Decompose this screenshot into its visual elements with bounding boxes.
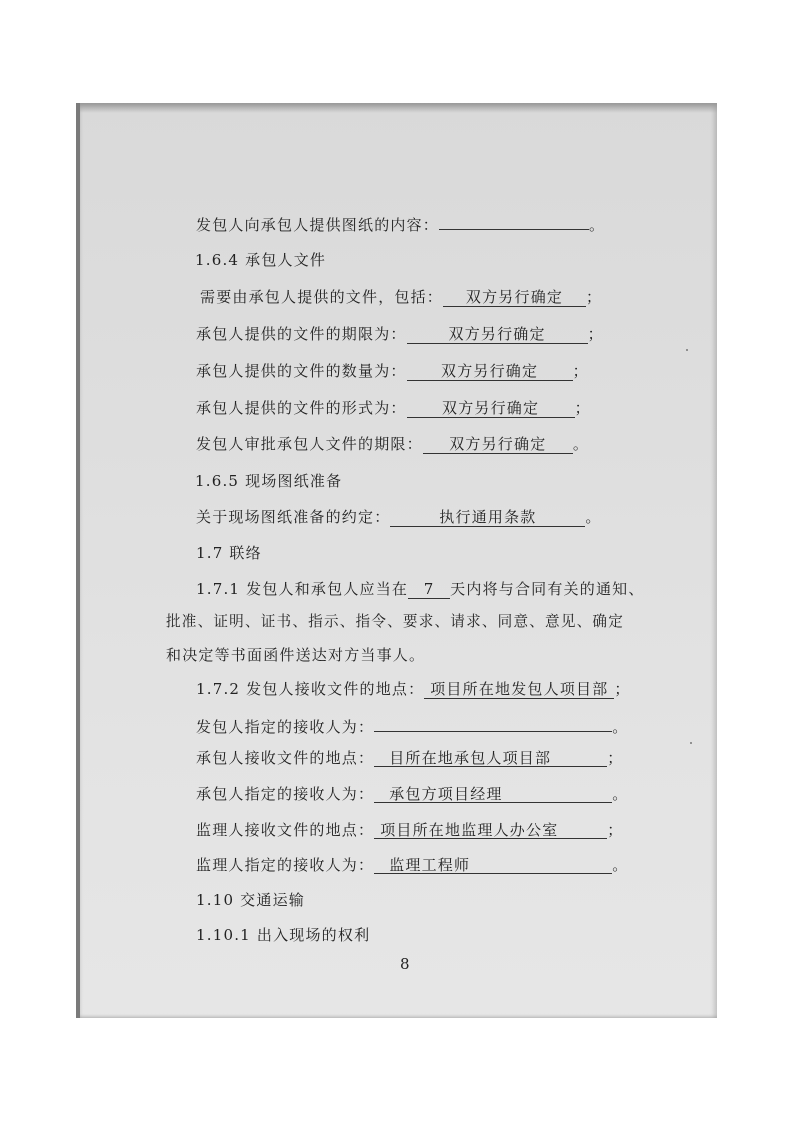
notice-period-line (196, 579, 645, 599)
punctuation: ； (574, 399, 591, 417)
approval-deadline-line (196, 434, 589, 454)
contractor-address-field: 目所在地承包人项目部 (374, 749, 607, 767)
drawing-content-field (439, 211, 589, 230)
employer-recipient-field (374, 713, 612, 732)
site-drawing-line (196, 507, 602, 527)
contractor-documents-line (200, 287, 602, 307)
heading-text: 1.7 联络 (196, 544, 262, 562)
page-number: 8 (400, 955, 410, 973)
body-text-line (166, 612, 624, 632)
employer-address-label: 1.7.2 发包人接收文件的地点： (196, 680, 425, 698)
section-heading-1-10-1 (196, 925, 370, 945)
contractor-recipient-field: 承包方项目经理 (374, 785, 612, 803)
document-form-line (196, 398, 591, 418)
notice-days-field: 7 (408, 580, 450, 599)
supervisor-address-line (196, 820, 623, 840)
punctuation: ； (586, 288, 603, 306)
document-deadline-label: 承包人提供的文件的期限为： (196, 325, 407, 343)
punctuation: ； (607, 821, 624, 839)
body-text: 批准、证明、证书、指示、指令、要求、请求、同意、意见、确定 (166, 613, 625, 630)
section-heading-1-6-4 (195, 250, 326, 270)
section-heading-1-7 (196, 543, 262, 563)
contractor-recipient-line (196, 784, 628, 804)
punctuation: 。 (612, 718, 629, 736)
punctuation: 。 (589, 216, 606, 234)
document-quantity-label: 承包人提供的文件的数量为： (196, 362, 407, 380)
document-form-field: 双方另行确定 (407, 399, 575, 418)
approval-deadline-label: 发包人审批承包人文件的期限： (196, 435, 423, 453)
contractor-documents-label: 需要由承包人提供的文件，包括： (200, 288, 444, 306)
document-deadline-line (196, 324, 604, 344)
site-drawing-label: 关于现场图纸准备的约定： (196, 508, 391, 526)
contractor-address-line (196, 748, 623, 768)
supervisor-address-label: 监理人接收文件的地点： (196, 821, 375, 839)
notice-period-label: 1.7.1 发包人和承包人应当在 (196, 580, 409, 598)
punctuation: ； (572, 362, 589, 380)
contractor-address-label: 承包人接收文件的地点： (196, 749, 375, 767)
punctuation: ； (587, 325, 604, 343)
supervisor-address-field: 项目所在地监理人办公室 (374, 821, 607, 839)
punctuation: 。 (572, 435, 590, 453)
contractor-documents-field: 双方另行确定 (443, 288, 586, 307)
section-heading-1-6-5 (195, 471, 342, 491)
drawing-content-line (196, 211, 605, 235)
employer-recipient-label: 发包人指定的接收人为： (196, 718, 375, 736)
punctuation: 。 (612, 785, 629, 803)
contractor-recipient-label: 承包人指定的接收人为： (196, 785, 375, 803)
employer-recipient-line (196, 713, 628, 737)
document-deadline-field: 双方另行确定 (407, 325, 588, 344)
drawing-content-label: 发包人向承包人提供图纸的内容： (196, 216, 440, 234)
site-drawing-field: 执行通用条款 (390, 508, 585, 527)
document-form-label: 承包人提供的文件的形式为： (196, 399, 407, 417)
body-text-line (166, 645, 425, 665)
heading-text: 1.6.4 承包人文件 (195, 251, 327, 269)
section-heading-1-10 (196, 890, 305, 910)
notice-period-text: 天内将与合同有关的通知、 (450, 580, 645, 598)
punctuation: 。 (585, 508, 602, 526)
heading-text: 1.6.5 现场图纸准备 (195, 472, 343, 490)
punctuation: 。 (612, 856, 629, 874)
supervisor-recipient-label: 监理人指定的接收人为： (196, 856, 375, 874)
punctuation: ； (614, 680, 631, 698)
body-text: 和决定等书面函件送达对方当事人。 (166, 646, 426, 664)
heading-text: 1.10 交通运输 (196, 891, 305, 909)
document-quantity-field: 双方另行确定 (407, 362, 573, 381)
employer-address-line (196, 679, 631, 699)
heading-text: 1.10.1 出入现场的权利 (196, 926, 371, 944)
punctuation: ； (607, 749, 624, 767)
document-quantity-line (196, 361, 589, 381)
employer-address-field: 项目所在地发包人项目部 (424, 680, 614, 699)
supervisor-recipient-line (196, 855, 628, 875)
supervisor-recipient-field: 监理工程师 (374, 856, 612, 874)
approval-deadline-field: 双方另行确定 (423, 435, 573, 454)
